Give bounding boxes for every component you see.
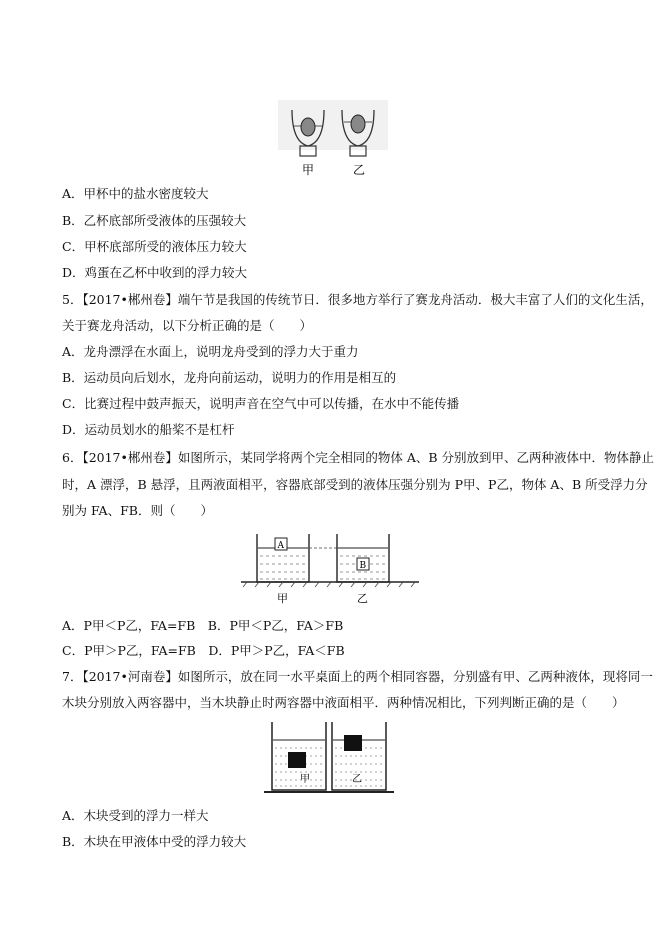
box-a-label: A [277, 541, 284, 551]
q5-option-b: B．运动员向后划水，龙舟向前运动，说明力的作用是相互的 [62, 370, 397, 385]
box-b-label: B [359, 561, 367, 571]
q6-options-row1: A．P甲＜P乙，FA=FB B．P甲＜P乙，FA＞FB [62, 618, 344, 633]
label-jia: 甲 [277, 592, 288, 605]
label-yi: 乙 [352, 774, 362, 785]
wood-block-icon [288, 752, 306, 768]
q5-option-d: D．运动员划水的船桨不是杠杆 [62, 422, 235, 437]
q5-option-a: A．龙舟漂浮在水面上，说明龙舟受到的浮力大于重力 [62, 344, 359, 359]
label-jia: 甲 [302, 163, 315, 177]
q6-stem-line2: 时，A 漂浮，B 悬浮，且两液面相平，容器底部受到的液体压强分别为 P甲、P乙，物体 A、B 所受浮力分 [62, 477, 648, 492]
q4-option-b: B．乙杯底部所受液体的压强较大 [62, 213, 247, 228]
q7-stem-line2: 木块分别放入两容器中，当木块静止时两容器中液面相平．两种情况相比，下列判断正确的是（ ） [62, 695, 625, 710]
q4-option-d: D．鸡蛋在乙杯中收到的浮力较大 [62, 265, 248, 280]
label-yi: 乙 [357, 592, 368, 605]
figure-eggs-in-cups [278, 100, 388, 180]
figure-containers-ab [237, 530, 423, 610]
q5-stem-line1: 5．【2017•郴州卷】端午节是我国的传统节日．很多地方举行了赛龙舟活动．极大丰富了人们的文化生活， [62, 292, 653, 307]
q5-option-c: C．比赛过程中鼓声振天，说明声音在空气中可以传播，在水中不能传播 [62, 396, 460, 411]
q7-stem-line1: 7．【2017•河南卷】如图所示，放在同一水平桌面上的两个相同容器，分别盛有甲、乙两种液体，现将同一 [62, 669, 653, 684]
label-jia: 甲 [300, 774, 310, 785]
q6-options-row2: C．P甲＞P乙，FA=FB D．P甲＞P乙，FA＜FB [62, 643, 345, 658]
q7-option-a: A．木块受到的浮力一样大 [62, 808, 209, 823]
label-yi: 乙 [353, 163, 366, 177]
q5-stem-line2: 关于赛龙舟活动，以下分析正确的是（ ） [62, 318, 313, 333]
egg-icon [301, 118, 315, 136]
egg-icon [351, 115, 365, 133]
q6-stem-line3: 别为 FA、FB．则（ ） [62, 503, 213, 518]
figure-containers-block [262, 720, 396, 802]
q7-option-b: B．木块在甲液体中受的浮力较大 [62, 834, 247, 849]
q4-option-a: A．甲杯中的盐水密度较大 [62, 186, 209, 201]
q4-option-c: C．甲杯底部所受的液体压力较大 [62, 239, 247, 254]
q6-stem-line1: 6．【2017•郴州卷】如图所示，某同学将两个完全相同的物体 A、B 分别放到甲、乙两种液体中．物体静止 [62, 450, 655, 465]
wood-block-icon [344, 735, 362, 751]
